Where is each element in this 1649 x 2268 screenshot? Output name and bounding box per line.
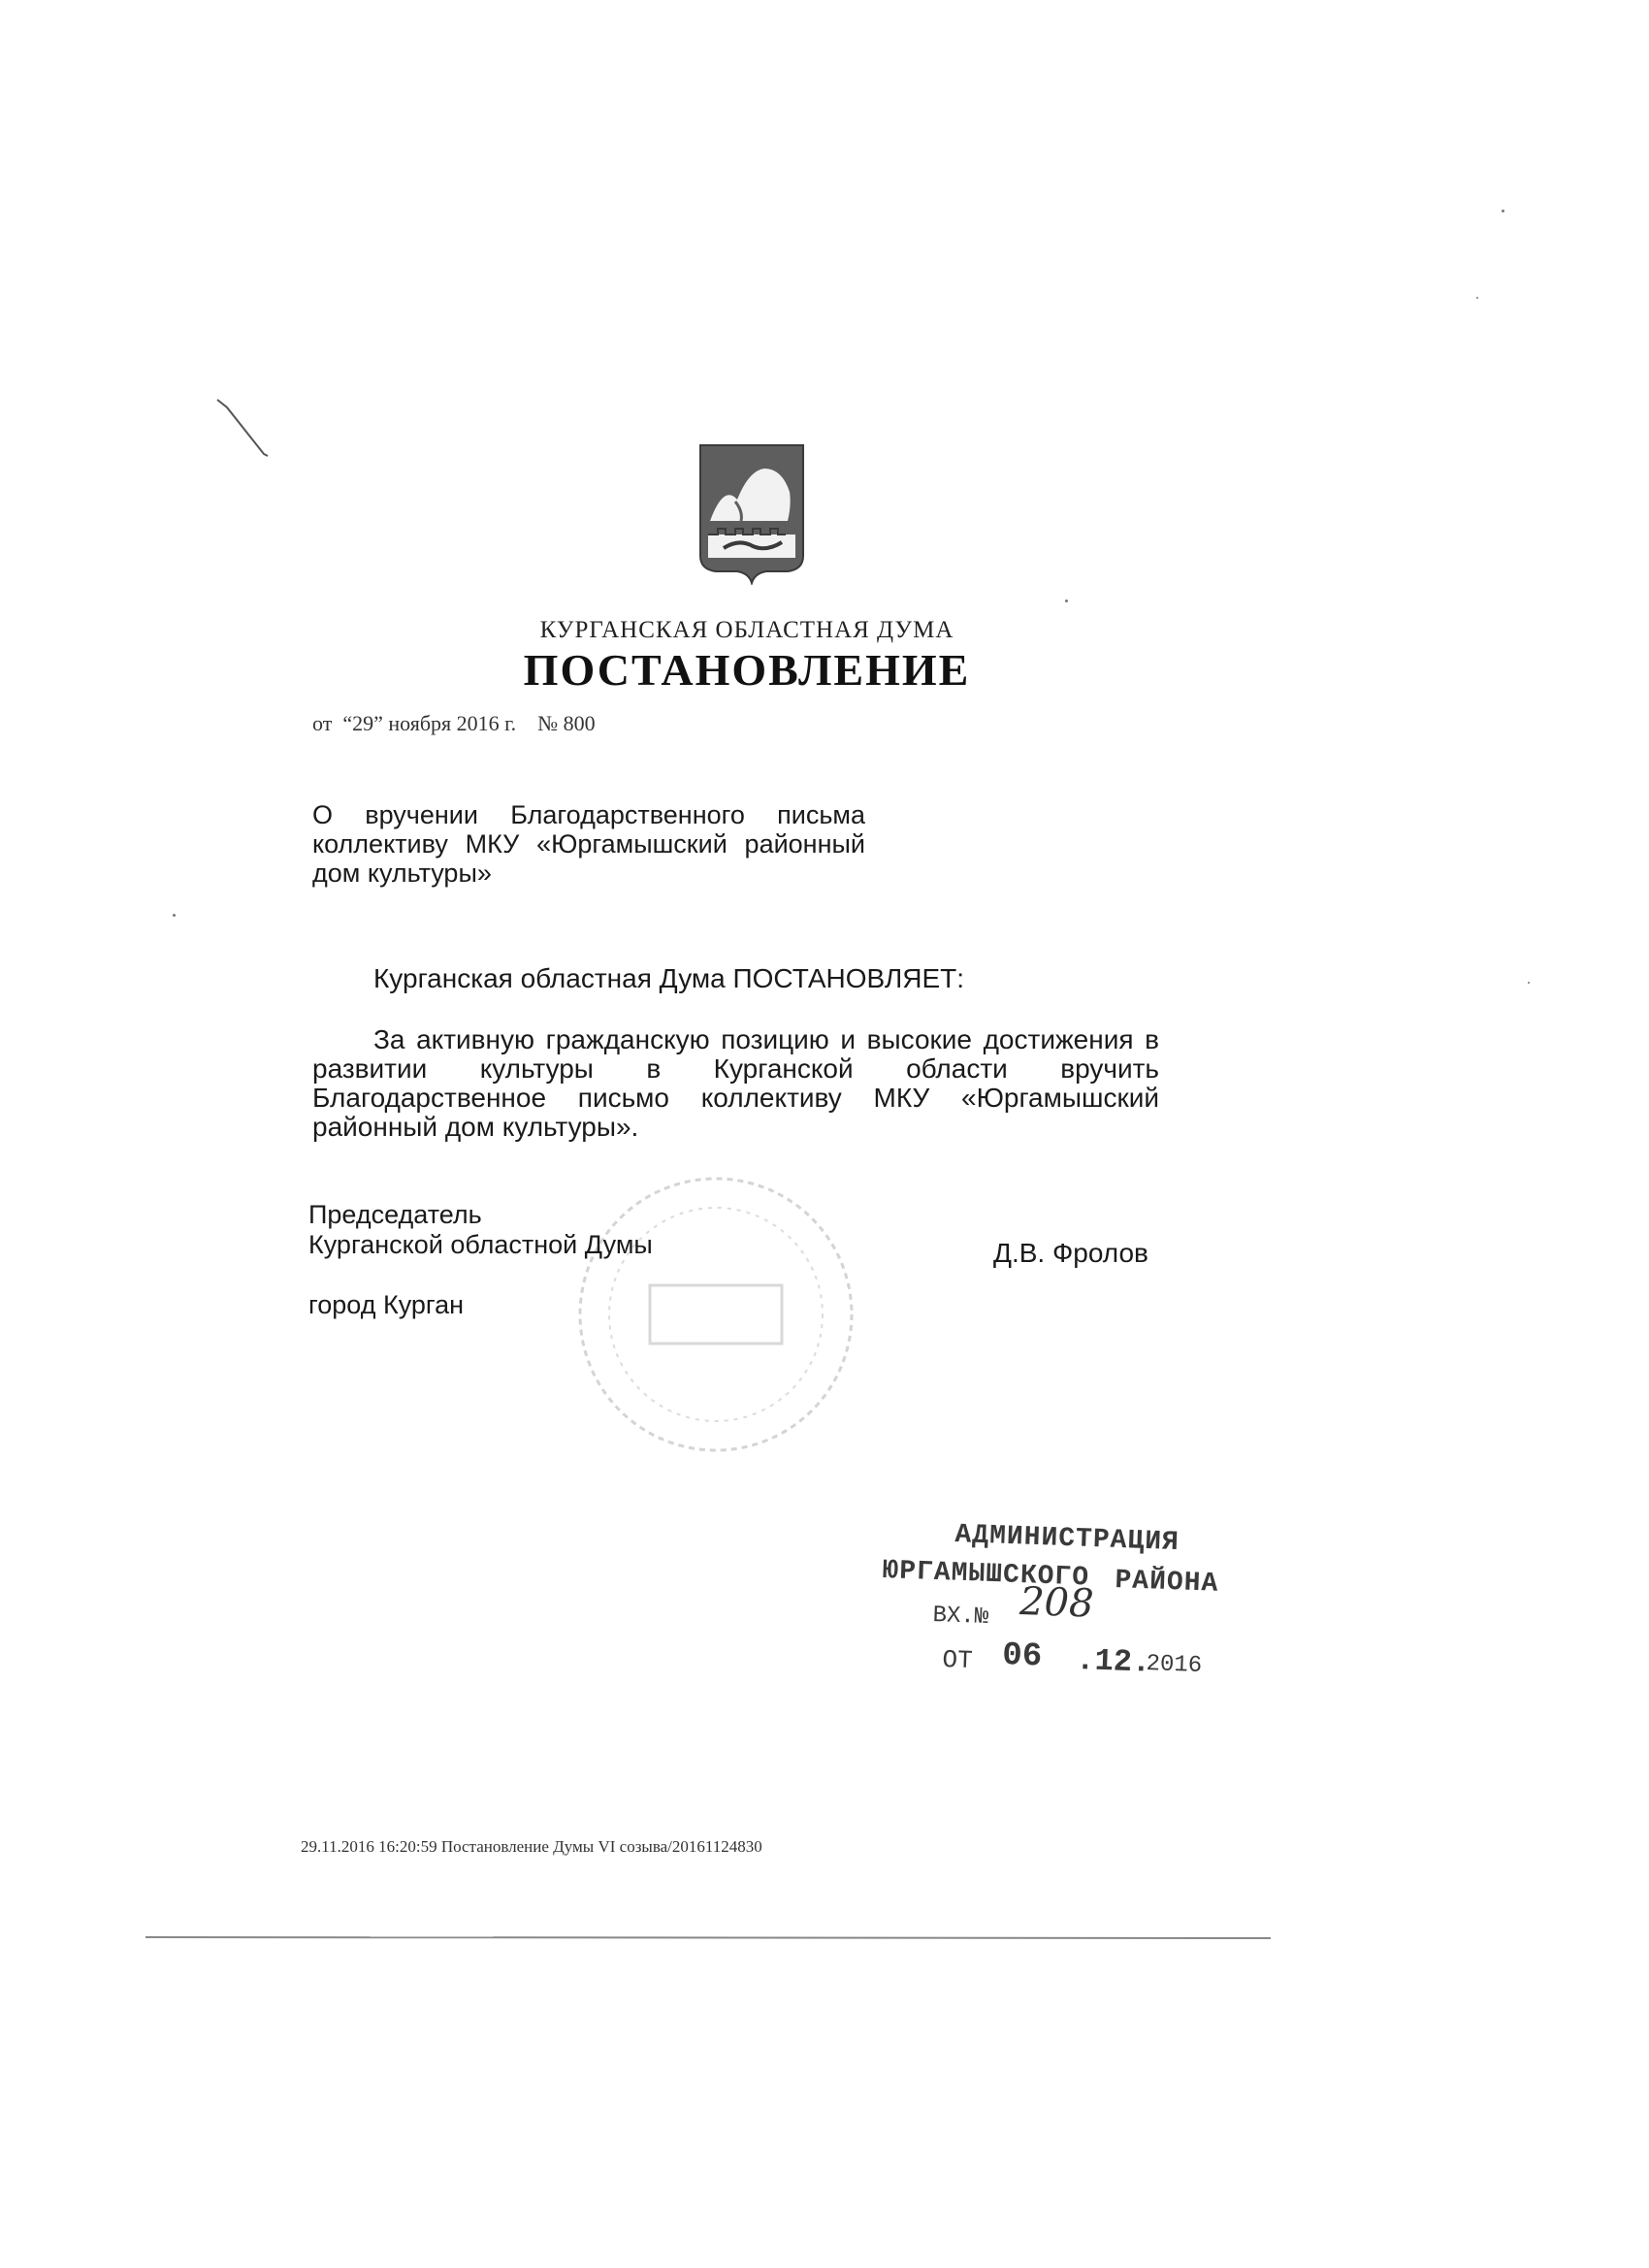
coat-of-arms-emblem (696, 441, 807, 585)
decree-body: За активную гражданскую позицию и высокие достижения в развитии культуры в Курганской области вручить Благодарственное письмо коллективу МКУ «Юргамышский районный дом культуры». (312, 1024, 1159, 1142)
signatory-name: Д.В. Фролов (993, 1238, 1148, 1268)
org-name: КУРГАНСКАЯ ОБЛАСТНАЯ ДУМА (539, 617, 954, 643)
faint-round-seal (570, 1169, 861, 1460)
stamp-date-year: 2016 (1146, 1651, 1203, 1679)
scan-speck (1528, 982, 1530, 984)
signatory-title-line-1: Председатель (308, 1200, 482, 1229)
city-of-issue: город Курган (308, 1290, 465, 1319)
document-type-title: ПОСТАНОВЛЕНИЕ (523, 645, 971, 695)
stamp-line-administration: АДМИНИСТРАЦИЯ (954, 1520, 1180, 1559)
scan-speck (1502, 210, 1504, 212)
document-date-number: от “29” ноября 2016 г. № 800 (312, 711, 596, 735)
stamp-line-district-word: РАЙОНА (1114, 1566, 1219, 1600)
footer-registration-meta: 29.11.2016 16:20:59 Постановление Думы VI созыва/20161124830 (301, 1837, 762, 1856)
pen-stroke-mark (213, 398, 272, 461)
scan-speck (173, 914, 176, 917)
scan-speck (1476, 297, 1478, 299)
stamp-line-district-name: ЮРГАМЫШСКОГО (881, 1556, 1090, 1594)
stamp-date-label: ОТ (941, 1645, 974, 1676)
decree-preamble: Курганская областная Дума ПОСТАНОВЛЯЕТ: (373, 963, 965, 993)
stamp-date-day: 06 (1001, 1637, 1043, 1676)
document-subject: О вручении Благодарственного письма коллективу МКУ «Юргамышский районный дом культуры» (312, 800, 865, 888)
signatory-title-line-2: Курганской областной Думы (308, 1230, 653, 1259)
stamp-date-month: .12. (1075, 1642, 1151, 1681)
stamp-incoming-number-handwritten: 208 (1018, 1579, 1095, 1627)
stamp-incoming-number-label: ВХ.№ (932, 1603, 989, 1631)
scan-speck (1065, 599, 1068, 602)
bottom-scan-line (146, 1936, 1271, 1939)
